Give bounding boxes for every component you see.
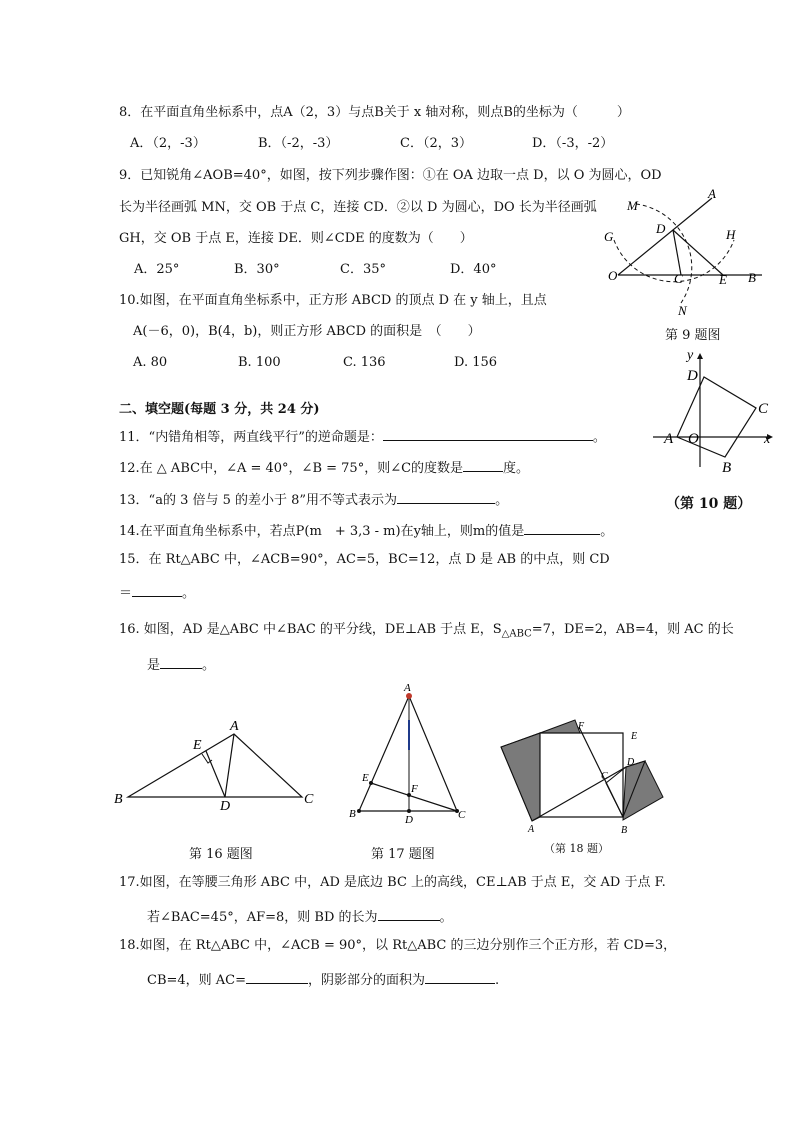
q10-figure — [645, 345, 785, 485]
q16-caption: 第 16 题图 — [189, 847, 253, 862]
q17-line1: 17.如图，在等腰三角形 ABC 中，AD 是底边 BC 上的高线，CE⊥AB 于点 E，交 AD 于点 F. — [119, 875, 666, 890]
q9-segment-de — [673, 230, 723, 275]
q17-label-a: A — [404, 682, 411, 694]
q18-line1: 18.如图，在 Rt△ABC 中，∠ACB = 90°，以 Rt△ABC 的三边分别作三个正方形，若 CD=3， — [119, 938, 677, 953]
q9-figure — [596, 184, 766, 324]
q18-label-c: C — [601, 771, 608, 782]
q10-label-x: x — [764, 432, 771, 447]
q18-label-f: F — [578, 721, 585, 732]
q16-line1-b: =7，DE=2，AB=4，则 AC 的长 — [531, 622, 734, 637]
q18-end: . — [495, 973, 500, 988]
q16-label-e: E — [193, 738, 202, 753]
q9-label-e: E — [719, 272, 727, 287]
q17-label-e: E — [362, 772, 369, 784]
q15-end: 。 — [182, 586, 196, 601]
q16-subscript: △ABC — [501, 628, 532, 640]
q18-shade-right — [623, 761, 663, 820]
q18-square-ab — [540, 733, 623, 817]
q10-option-b: B. 100 — [238, 355, 281, 370]
q13-answer-blank[interactable] — [397, 491, 495, 504]
q10-option-a: A. 80 — [133, 355, 168, 370]
q16-label-c: C — [304, 792, 314, 807]
q9-line3: GH，交 OB 于点 E，连接 DE．则∠CDE 的度数为（ ） — [119, 231, 473, 246]
q10-label-o: O — [688, 431, 699, 447]
q14-answer-blank[interactable] — [524, 522, 600, 535]
q16-answer-blank[interactable] — [160, 656, 202, 669]
q17-answer-blank[interactable] — [378, 908, 440, 921]
q16-line1 — [119, 623, 734, 640]
q9-option-d: D．40° — [450, 262, 497, 277]
q18-figure — [495, 713, 675, 838]
q17-label-b: B — [349, 808, 356, 820]
q9-label-b: B — [748, 270, 756, 285]
q18-line2-b: ，阴影部分的面积为 — [308, 973, 426, 988]
q13-text: 13．“a的 3 倍与 5 的差小于 8”用不等式表示为 — [119, 493, 398, 508]
q12-answer-blank[interactable] — [463, 459, 503, 472]
q15-answer-blank[interactable] — [132, 584, 182, 597]
q16-right-angle-mark — [202, 754, 212, 763]
q9-option-a: A．25° — [134, 262, 180, 277]
q11-answer-blank[interactable] — [383, 428, 593, 441]
q12-row — [119, 459, 529, 475]
q17-point-b — [357, 809, 361, 813]
q8-option-b: B．（-2，-3） — [258, 136, 339, 151]
q12-text: 12.在 △ ABC中，∠A = 40°，∠B = 75°，则∠C的度数是 — [119, 461, 464, 476]
q15-row2 — [119, 584, 195, 600]
section2-title: 二、填空题(每题 3 分，共 24 分) — [119, 402, 320, 417]
q9-option-c: C．35° — [340, 262, 386, 277]
q9-line1: 9．已知锐角∠AOB=40°，如图，按下列步骤作图：①在 OA 边取一点 D，以 O 为圆心，OD — [119, 168, 662, 183]
q17-figure — [345, 680, 475, 830]
q12-end: 度。 — [503, 461, 530, 476]
q9-label-g: G — [604, 229, 614, 244]
q16-triangle-abc — [128, 734, 302, 797]
q9-label-m: M — [627, 198, 638, 213]
q11-text: 11．“内错角相等，两直线平行”的逆命题是： — [119, 430, 383, 445]
q17-end: 。 — [439, 910, 453, 925]
q18-answer-blank-ac[interactable] — [246, 971, 308, 984]
q9-option-b: B．30° — [234, 262, 280, 277]
q18-caption: （第 18 题） — [544, 842, 609, 855]
q10-option-c: C. 136 — [343, 355, 386, 370]
q16-figure — [112, 718, 322, 814]
q10-label-y: y — [687, 348, 694, 363]
q10-label-a: A — [664, 431, 674, 447]
q10-caption: （第 10 题） — [666, 496, 752, 512]
q9-label-n: N — [678, 303, 687, 318]
q9-label-h: H — [726, 227, 736, 242]
q16-end: 。 — [202, 658, 216, 673]
q16-label-b: B — [114, 792, 123, 807]
q10-y-arrow — [697, 353, 703, 359]
q15-line2-start: ＝ — [119, 586, 133, 601]
q8-option-d: D．（-3，-2） — [532, 136, 614, 151]
q17-point-d — [407, 809, 411, 813]
q18-line2-a: CB=4，则 AC= — [147, 973, 247, 988]
q18-label-e: E — [631, 731, 638, 742]
q15-line1: 15．在 Rt△ABC 中，∠ACB=90°，AC=5，BC=12，点 D 是 AB 的中点，则 CD — [119, 552, 610, 567]
q9-label-a: A — [708, 186, 716, 201]
q10-label-d: D — [687, 368, 698, 384]
q9-line2: 长为半径画弧 MN，交 OB 于点 C，连接 CD．②以 D 为圆心，DO 长为半径画弧 — [119, 200, 597, 215]
q18-shade-left — [501, 733, 540, 821]
q16-line2-start: 是 — [147, 658, 161, 673]
q16-segment-de — [206, 751, 225, 797]
q9-label-c: C — [674, 271, 683, 286]
q11-end: 。 — [592, 430, 606, 445]
q14-end: 。 — [600, 524, 614, 539]
q18-label-a: A — [528, 824, 535, 835]
q9-label-d: D — [656, 221, 666, 236]
q17-point-e — [369, 781, 373, 785]
q18-shade-top — [540, 720, 580, 733]
q13-end: 。 — [495, 493, 509, 508]
q9-label-o: O — [608, 268, 618, 283]
q18-row2 — [147, 971, 499, 987]
q16-line1-a: 16. 如图，AD 是△ABC 中∠BAC 的平分线，DE⊥AB 于点 E，S — [119, 622, 502, 637]
q8-option-a: A．（2，-3） — [130, 136, 206, 151]
q17-caption: 第 17 题图 — [371, 847, 435, 862]
q16-label-d: D — [220, 799, 231, 814]
q16-label-a: A — [230, 719, 239, 734]
q17-label-c: C — [458, 809, 466, 821]
q17-line2: 若∠BAC=45°，AF=8，则 BD 的长为 — [147, 910, 378, 925]
q14-text: 14.在平面直角坐标系中，若点P(m + 3,3 - m)在y轴上，则m的值是 — [119, 524, 525, 539]
q17-label-d: D — [405, 814, 413, 826]
q10-line2: A(－6，0)，B(4，b)，则正方形 ABCD 的面积是 （ ） — [133, 324, 481, 339]
q8-option-c: C．（2，3） — [400, 136, 472, 151]
q17-row2 — [147, 908, 453, 924]
q16-segment-ad — [225, 734, 234, 797]
q18-answer-blank-area[interactable] — [425, 971, 495, 984]
q10-line1: 10.如图，在平面直角坐标系中，正方形 ABCD 的顶点 D 在 y 轴上，且点 — [119, 293, 547, 308]
q8-stem: 8．在平面直角坐标系中，点A（2，3）与点B关于 x 轴对称，则点B的坐标为（ ） — [119, 105, 630, 120]
q9-caption: 第 9 题图 — [665, 328, 721, 343]
q10-option-d: D. 156 — [454, 355, 498, 370]
q10-label-b: B — [722, 460, 732, 476]
q18-label-b: B — [621, 825, 628, 836]
q16-row2 — [147, 656, 215, 672]
q17-label-f: F — [411, 783, 418, 795]
q14-row — [119, 522, 613, 538]
q10-label-c: C — [758, 401, 769, 417]
q18-label-d: D — [627, 757, 635, 768]
q13-row — [119, 491, 508, 507]
q11-row — [119, 428, 606, 444]
